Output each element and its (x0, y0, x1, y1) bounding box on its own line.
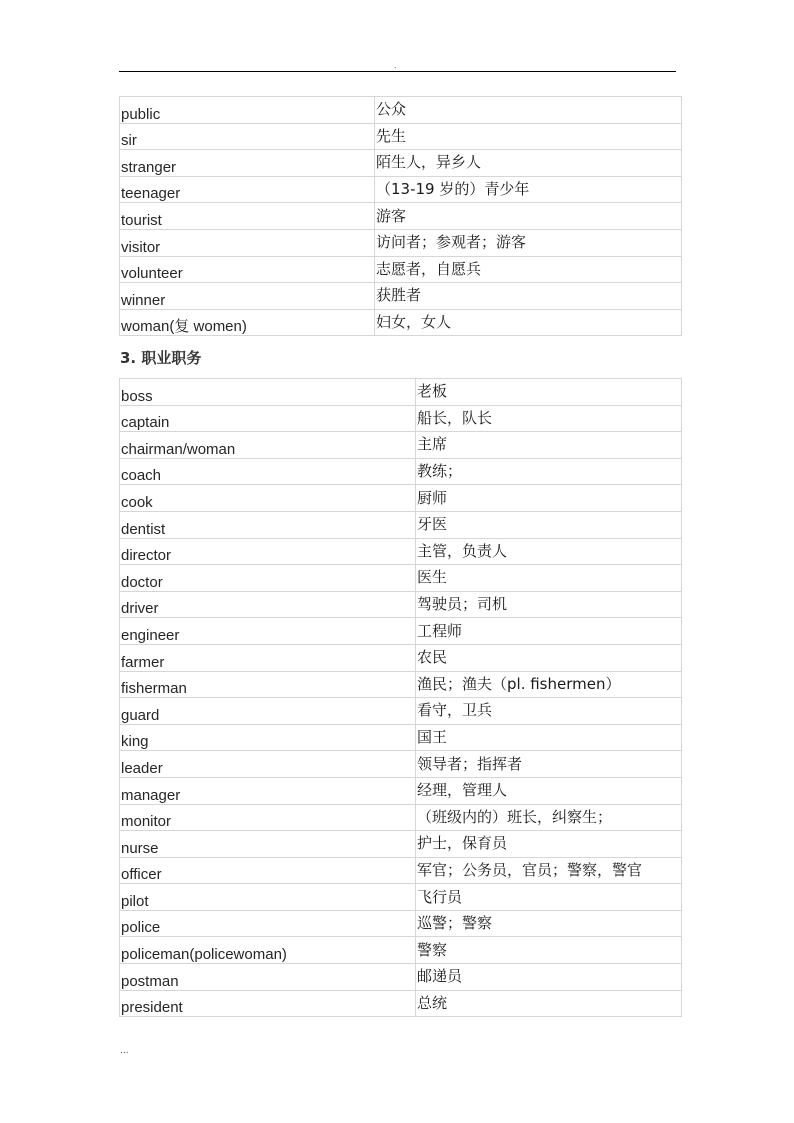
english-word: chairman/woman (120, 432, 416, 459)
table-row (120, 777, 682, 804)
chinese-meaning: 主席 (416, 432, 682, 459)
table-row (120, 565, 682, 592)
chinese-meaning: 先生 (375, 123, 682, 150)
table-row (120, 97, 682, 124)
table-row (120, 910, 682, 937)
chinese-meaning: 领导者；指挥者 (416, 751, 682, 778)
table-row (120, 176, 682, 203)
chinese-meaning: 驾驶员；司机 (416, 591, 682, 618)
english-word: nurse (120, 831, 416, 858)
table-row (120, 591, 682, 618)
vocabulary-table-body (120, 379, 682, 1017)
chinese-meaning: 看守，卫兵 (416, 698, 682, 725)
chinese-meaning: 军官；公务员，官员；警察，警官 (416, 857, 682, 884)
table-row (120, 751, 682, 778)
chinese-meaning: 巡警；警察 (416, 910, 682, 937)
table-row (120, 831, 682, 858)
table-row (120, 538, 682, 565)
english-word: coach (120, 458, 416, 485)
chinese-meaning: 总统 (416, 990, 682, 1017)
table-row (120, 379, 682, 406)
table-row (120, 724, 682, 751)
table-row (120, 884, 682, 911)
vocabulary-table-occupations (119, 378, 682, 1017)
english-word: leader (120, 751, 416, 778)
chinese-meaning: 妇女，女人 (375, 309, 682, 336)
table-row (120, 644, 682, 671)
table-row (120, 229, 682, 256)
english-word: pilot (120, 884, 416, 911)
english-word: dentist (120, 511, 416, 538)
chinese-meaning: 获胜者 (375, 283, 682, 310)
chinese-meaning: 志愿者，自愿兵 (375, 256, 682, 283)
chinese-meaning: 主管，负责人 (416, 538, 682, 565)
chinese-meaning: 渔民；渔夫（pl. fishermen） (416, 671, 682, 698)
table-row (120, 990, 682, 1017)
table-row (120, 485, 682, 512)
chinese-meaning: 公众 (375, 97, 682, 124)
chinese-meaning: 陌生人，异乡人 (375, 150, 682, 177)
table-row (120, 698, 682, 725)
english-word: manager (120, 777, 416, 804)
chinese-meaning: 警察 (416, 937, 682, 964)
table-row (120, 405, 682, 432)
english-word: fisherman (120, 671, 416, 698)
chinese-meaning: 老板 (416, 379, 682, 406)
english-word: winner (120, 283, 375, 310)
english-word: captain (120, 405, 416, 432)
table-row (120, 857, 682, 884)
vocabulary-table-people (119, 96, 682, 336)
footer-mark: ... (120, 1046, 129, 1056)
english-word: king (120, 724, 416, 751)
table-row (120, 283, 682, 310)
english-word: officer (120, 857, 416, 884)
section-heading: 3. 职业职务 (120, 349, 202, 367)
english-word: stranger (120, 150, 375, 177)
table-row (120, 150, 682, 177)
english-word: sir (120, 123, 375, 150)
english-word: tourist (120, 203, 375, 230)
table-row (120, 458, 682, 485)
english-word: driver (120, 591, 416, 618)
chinese-meaning: 教练； (416, 458, 682, 485)
table-row (120, 618, 682, 645)
chinese-meaning: 访问者；参观者；游客 (375, 229, 682, 256)
table-row (120, 671, 682, 698)
english-word: boss (120, 379, 416, 406)
chinese-meaning: 经理，管理人 (416, 777, 682, 804)
english-word: engineer (120, 618, 416, 645)
chinese-meaning: 厨师 (416, 485, 682, 512)
english-word: monitor (120, 804, 416, 831)
english-word: visitor (120, 229, 375, 256)
english-word: postman (120, 964, 416, 991)
table-row (120, 256, 682, 283)
header-mark: . (394, 61, 397, 70)
chinese-meaning: 游客 (375, 203, 682, 230)
english-word: director (120, 538, 416, 565)
english-word: volunteer (120, 256, 375, 283)
chinese-meaning: 护士，保育员 (416, 831, 682, 858)
chinese-meaning: 农民 (416, 644, 682, 671)
table-row (120, 123, 682, 150)
table-row (120, 203, 682, 230)
english-word: guard (120, 698, 416, 725)
english-word: woman(复 women) (120, 309, 375, 336)
english-word: policeman(policewoman) (120, 937, 416, 964)
table-row (120, 511, 682, 538)
english-word: police (120, 910, 416, 937)
table-row (120, 964, 682, 991)
chinese-meaning: 船长，队长 (416, 405, 682, 432)
chinese-meaning: （班级内的）班长，纠察生； (416, 804, 682, 831)
chinese-meaning: 工程师 (416, 618, 682, 645)
chinese-meaning: 医生 (416, 565, 682, 592)
english-word: public (120, 97, 375, 124)
chinese-meaning: 邮递员 (416, 964, 682, 991)
english-word: farmer (120, 644, 416, 671)
chinese-meaning: 国王 (416, 724, 682, 751)
table-row (120, 309, 682, 336)
english-word: cook (120, 485, 416, 512)
english-word: teenager (120, 176, 375, 203)
vocabulary-table-body (120, 97, 682, 336)
header-rule (119, 71, 676, 72)
chinese-meaning: （13-19 岁的）青少年 (375, 176, 682, 203)
chinese-meaning: 飞行员 (416, 884, 682, 911)
table-row (120, 432, 682, 459)
table-row (120, 937, 682, 964)
table-row (120, 804, 682, 831)
english-word: president (120, 990, 416, 1017)
chinese-meaning: 牙医 (416, 511, 682, 538)
english-word: doctor (120, 565, 416, 592)
